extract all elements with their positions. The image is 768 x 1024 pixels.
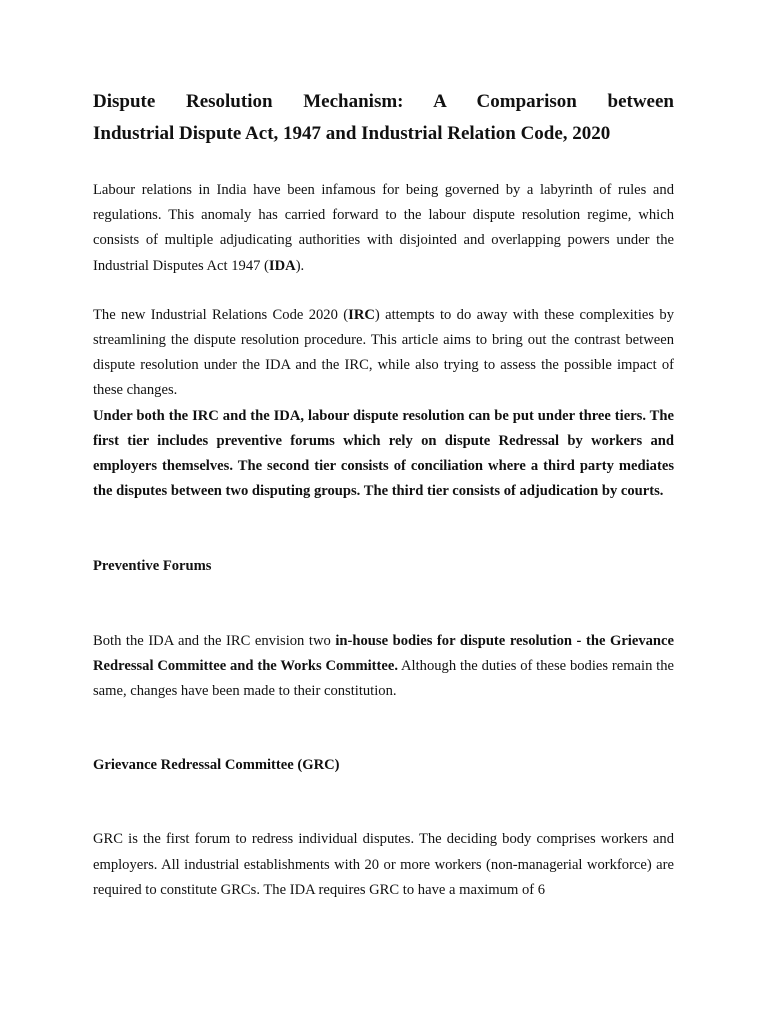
preventive-text-start: Both the IDA and the IRC envision two	[93, 632, 336, 649]
in-house-bodies-emphasis: in-house bodies for dispute resolution - the Grievance Redressal Committee and the Works Committee.	[93, 632, 674, 674]
title-line-2: Industrial Dispute Act, 1947 and Industrial Relation Code, 2020	[93, 123, 611, 144]
grc-paragraph: GRC is the first forum to redress individual disputes. The deciding body comprises workers and employers. All industrial establishments with 20 or more workers (non-managerial workforce) are required to constitute GRCs. The IDA requires GRC to have a maximum of 6	[93, 831, 674, 898]
title-line-1: Dispute Resolution Mechanism: A Comparison between	[93, 91, 674, 112]
preventive-text-end: Although the duties of these bodies remain the same, changes have been made to their constitution.	[93, 657, 675, 700]
grc-heading: Grievance Redressal Committee (GRC)	[93, 757, 340, 774]
intro-paragraph	[93, 178, 674, 279]
preventive-forums-heading: Preventive Forums	[93, 558, 212, 575]
irc-abbreviation: IRC	[348, 306, 375, 323]
preventive-forums-paragraph	[93, 629, 674, 705]
document-page	[93, 86, 674, 903]
tiers-paragraph: Under both the IRC and the IDA, labour dispute resolution can be put under three tiers. The first tier includes preventive forums which rely on dispute Redressal by workers and employers themselves. The second tier consists of conciliation where a third party mediates the disputes between two disputing groups. The third tier consists of adjudication by courts.	[93, 407, 674, 500]
irc-text-start: The new Industrial Relations Code 2020 (	[93, 306, 349, 323]
irc-paragraph	[93, 303, 674, 404]
ida-abbreviation: IDA	[268, 257, 296, 274]
irc-text-end: ) attempts to do away with these complexities by streamlining the dispute resolution procedure. This article aims to bring out the contrast between dispute resolution under the IDA and the IRC, while also trying to assess the possible impact of these changes.	[93, 306, 675, 399]
intro-text-end: ).	[295, 257, 305, 274]
intro-text-start: Labour relations in India have been infamous for being governed by a labyrinth of rules and regulations. This anomaly has carried forward to the labour dispute resolution regime, which consists of multiple adjudicating authorities with disjointed and overlapping powers under the Industrial Disputes Act 1947 (	[93, 182, 674, 274]
document-title	[93, 86, 674, 150]
